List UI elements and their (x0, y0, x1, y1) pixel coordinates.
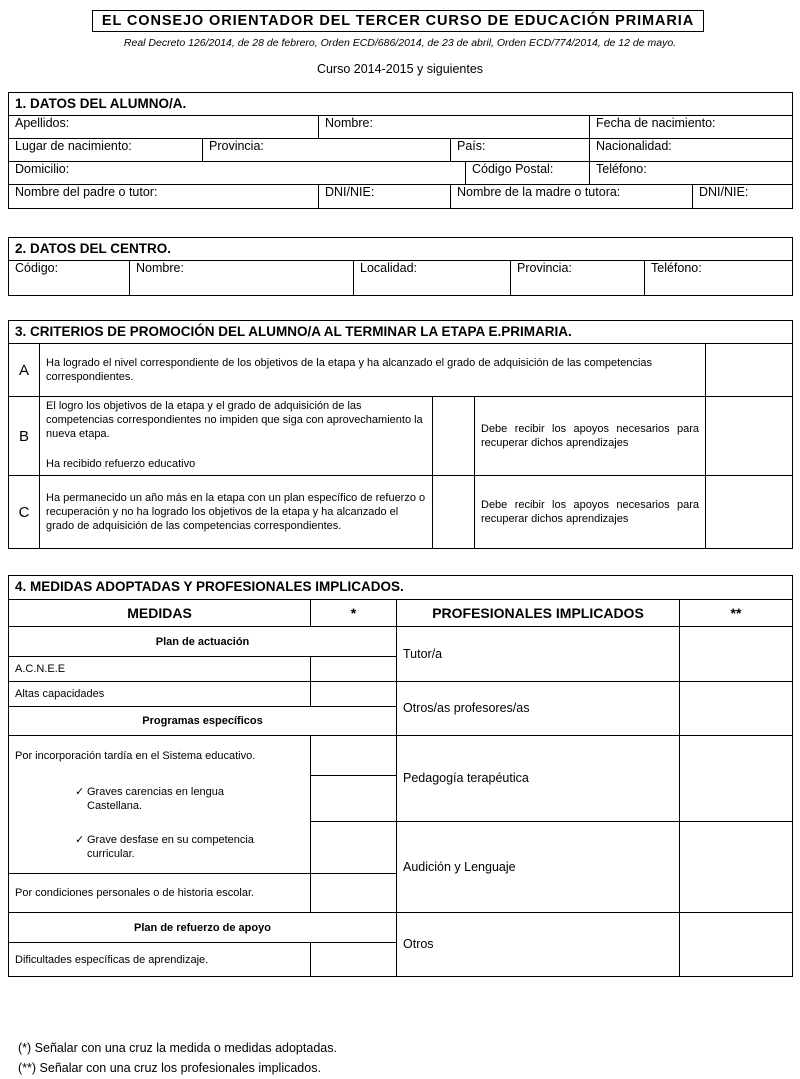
criterio-c-apoyo: Debe recibir los apoyos necesarios para recuperar dichos aprendizajes (475, 476, 706, 549)
col-medidas-header: MEDIDAS (9, 600, 311, 627)
criterio-b-apoyo-checkbox[interactable] (706, 397, 793, 476)
criterio-b-refuerzo: Ha recibido refuerzo educativo (46, 458, 196, 470)
dificultades-label: Dificultades específicas de aprendizaje. (9, 943, 311, 977)
acnee-checkbox[interactable] (311, 657, 397, 682)
dni-madre-field[interactable]: DNI/NIE: (693, 185, 793, 209)
criterio-a-text: Ha logrado el nivel correspondiente de los objetivos de la etapa y ha alcanzado el grado de adquisición de las competencias correspondientes. (40, 344, 706, 397)
criterio-b-letter: B (9, 397, 40, 476)
otros-checkbox[interactable] (680, 913, 793, 977)
audicion-lenguaje-checkbox[interactable] (680, 822, 793, 913)
section-3-heading: 3. CRITERIOS DE PROMOCIÓN DEL ALUMNO/A AL TERMINAR LA ETAPA E.PRIMARIA. (9, 321, 793, 344)
fecha-nacimiento-field[interactable]: Fecha de nacimiento: (590, 116, 793, 139)
telefono-centro-field[interactable]: Teléfono: (645, 261, 793, 296)
section-1-heading: 1. DATOS DEL ALUMNO/A. (9, 93, 793, 116)
section-4-heading: 4. MEDIDAS ADOPTADAS Y PROFESIONALES IMPLICADOS. (9, 576, 793, 600)
criterio-c-letter: C (9, 476, 40, 549)
pais-field[interactable]: País: (451, 139, 590, 162)
section-medidas-adoptadas (8, 575, 793, 977)
plan-refuerzo-heading: Plan de refuerzo de apoyo (9, 913, 397, 943)
domicilio-field[interactable]: Domicilio: (9, 162, 466, 185)
plan-actuacion-heading: Plan de actuación (9, 627, 397, 657)
acnee-label: A.C.N.E.E (9, 657, 311, 682)
lugar-nacimiento-field[interactable]: Lugar de nacimiento: (9, 139, 203, 162)
nombre-field[interactable]: Nombre: (319, 116, 590, 139)
altas-capacidades-checkbox[interactable] (311, 682, 397, 707)
tutor-label: Tutor/a (397, 627, 680, 682)
graves-carencias-checkbox[interactable] (311, 776, 397, 822)
section-2-heading: 2. DATOS DEL CENTRO. (9, 238, 793, 261)
footnote-medidas: (*) Señalar con una cruz la medida o medidas adoptadas. (18, 1041, 337, 1055)
check-icon: ✓ (75, 785, 85, 798)
dificultades-checkbox[interactable] (311, 943, 397, 977)
criterio-b-checkbox[interactable] (433, 397, 475, 476)
condiciones-personales-label: Por condiciones personales o de historia escolar. (9, 874, 311, 913)
criterio-b-description: El logro los objetivos de la etapa y el grado de adquisición de las competencias correspondientes no impiden que siga con aprovechamiento la nueva etapa. (46, 400, 423, 440)
graves-carencias-label: Graves carencias en lengua Castellana. (87, 785, 224, 812)
nombre-madre-field[interactable]: Nombre de la madre o tutora: (451, 185, 693, 209)
grave-desfase-checkbox[interactable] (311, 822, 397, 874)
legal-reference: Real Decreto 126/2014, de 28 de febrero, Orden ECD/686/2014, de 23 de abril, Orden ECD/774/2014, de 12 de mayo. (123, 37, 677, 49)
col-profesionales-header: PROFESIONALES IMPLICADOS (397, 600, 680, 627)
tutor-checkbox[interactable] (680, 627, 793, 682)
provincia-centro-field[interactable]: Provincia: (511, 261, 645, 296)
otros-profesores-label: Otros/as profesores/as (397, 682, 680, 736)
programas-especificos-heading: Programas específicos (9, 707, 397, 736)
apellidos-field[interactable]: Apellidos: (9, 116, 319, 139)
document-title: EL CONSEJO ORIENTADOR DEL TERCER CURSO DE EDUCACIÓN PRIMARIA (92, 10, 704, 32)
otros-label: Otros (397, 913, 680, 977)
footnote-profesionales: (**) Señalar con una cruz los profesionales implicados. (18, 1061, 321, 1075)
incorporacion-tardia-label: Por incorporación tardía en el Sistema educativo. (9, 736, 311, 776)
criterio-b-text (40, 397, 433, 476)
col-star1-header: * (311, 600, 397, 627)
criterio-c-checkbox[interactable] (433, 476, 475, 549)
nombre-padre-field[interactable]: Nombre del padre o tutor: (9, 185, 319, 209)
criterio-a-letter: A (9, 344, 40, 397)
criterio-b-apoyo: Debe recibir los apoyos necesarios para recuperar dichos aprendizajes (475, 397, 706, 476)
section-criterios-promocion (8, 320, 793, 549)
check-icon: ✓ (75, 834, 85, 847)
grave-desfase-item (9, 822, 311, 874)
altas-capacidades-label: Altas capacidades (9, 682, 311, 707)
criterio-a-checkbox[interactable] (706, 344, 793, 397)
school-year: Curso 2014-2015 y siguientes (316, 62, 484, 76)
section-datos-alumno (8, 92, 793, 209)
pedagogia-label: Pedagogía terapéutica (397, 736, 680, 822)
telefono-field[interactable]: Teléfono: (590, 162, 793, 185)
pedagogia-checkbox[interactable] (680, 736, 793, 822)
incorporacion-tardia-checkbox[interactable] (311, 736, 397, 776)
grave-desfase-label: Grave desfase en su competencia curricular. (87, 834, 254, 861)
criterio-c-text: Ha permanecido un año más en la etapa con un plan específico de refuerzo o recuperación y no ha logrado los objetivos de la etapa y ha alcanzado el grado de adquisición de las competencias correspondientes. (40, 476, 433, 549)
col-star2-header: ** (680, 600, 793, 627)
nombre-centro-field[interactable]: Nombre: (130, 261, 354, 296)
criterio-c-apoyo-checkbox[interactable] (706, 476, 793, 549)
provincia-field[interactable]: Provincia: (203, 139, 451, 162)
otros-profesores-checkbox[interactable] (680, 682, 793, 736)
codigo-centro-field[interactable]: Código: (9, 261, 130, 296)
codigo-postal-field[interactable]: Código Postal: (466, 162, 590, 185)
audicion-lenguaje-label: Audición y Lenguaje (397, 822, 680, 913)
dni-padre-field[interactable]: DNI/NIE: (319, 185, 451, 209)
graves-carencias-item (9, 776, 311, 822)
nacionalidad-field[interactable]: Nacionalidad: (590, 139, 793, 162)
condiciones-personales-checkbox[interactable] (311, 874, 397, 913)
localidad-field[interactable]: Localidad: (354, 261, 511, 296)
section-datos-centro (8, 237, 793, 296)
